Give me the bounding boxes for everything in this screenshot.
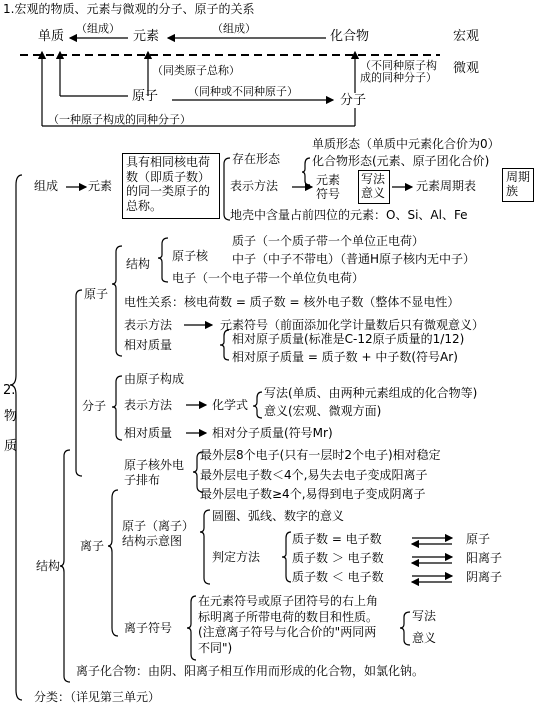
node-fenzi-2: 分子 (82, 399, 107, 413)
text-danzhi-xingtai: 单质形态（单质中元素化合价为0） (312, 137, 500, 151)
text-dianzi: 电子（一个电子带一个单位负电荷） (172, 271, 365, 285)
text-zhongzi: 中子（中子不带电）（普通H原子核内无中子） (232, 252, 476, 266)
node-yuanzi: 原子 (132, 89, 159, 104)
label-yuanzihe: 原子核 (172, 249, 209, 263)
node-yuanzi-2: 原子 (84, 287, 109, 301)
node-huahewu: 化合物 (330, 29, 370, 44)
label-tonglei: （同类原子总称） (152, 64, 240, 77)
char-wu: 物 (4, 409, 18, 424)
text-huahewu-xingtai: 化合物形态(元素、原子团化合价) (312, 154, 490, 168)
node-yuansu-2: 元素 (88, 179, 113, 193)
text-pd3-left: 质子数 ＜ 电子数 (292, 570, 384, 584)
num-2: 2. (3, 383, 16, 398)
text-pd2-right: 阳离子 (466, 551, 503, 565)
text-yiyi-4: 意义 (412, 631, 437, 645)
node-zucheng: 组成 (34, 179, 59, 193)
text-yiyi-3: 意义(宏观、微观方面) (264, 404, 382, 418)
label-xiangdui-3: 相对质量 (124, 426, 173, 440)
text-lizihhw: 离子化合物：由阴、阳离子相互作用而形成的化合物，如氯化钠。 (76, 664, 425, 678)
node-danzhi: 单质 (38, 29, 65, 44)
text-zuiwai-1: 最外层8个电子(只有一层时2个电子)相对稳定 (200, 448, 441, 462)
label-panding: 判定方法 (212, 550, 261, 564)
text-pd3-right: 阴离子 (466, 570, 503, 584)
text-zhizi: 质子（一个质子带一个单位正电荷） (232, 234, 425, 248)
label-jiegou: 结构 (126, 257, 151, 271)
definition-box-yuansu: 具有相同核电荷数（即质子数）的同一类原子的总称。 (122, 153, 220, 219)
text-pd1-left: 质子数 = 电子数 (292, 532, 382, 546)
label-weiguan: 微观 (453, 61, 480, 76)
label-jiegoutu: 原子（离子）结构示意图 (122, 519, 195, 548)
text-yuansu-fuhao: 元素符号 (316, 173, 341, 202)
text-dianxing: 电性关系：核电荷数 = 质子数 = 核外电子数（整体不显电性） (124, 295, 460, 309)
text-xdfz: 相对分子质量(符号Mr) (212, 426, 333, 440)
text-xiefa-4: 写法 (412, 609, 437, 623)
text-yuansufuhao-2: 元素符号（前面添加化学计量数后只有微观意义） (220, 318, 485, 332)
label-jiegou-2: 结构 (36, 559, 61, 573)
node-lizi: 离子 (80, 539, 105, 553)
text-xdzl-2: 相对原子质量 = 质子数 + 中子数(符号Ar) (232, 350, 458, 364)
label-hongguan: 宏观 (453, 29, 480, 44)
label-lizifuhao: 离子符号 (124, 621, 173, 635)
text-xdzl-1: 相对原子质量(标准是C-12原子质量的1/12) (232, 332, 465, 346)
label-biaoshi-3: 表示方法 (124, 398, 173, 412)
text-zuiwai-2: 最外层电子数＜4个,易失去电子变成阳离子 (200, 468, 428, 482)
label-zucheng-2: （组成） (212, 22, 256, 35)
text-pd2-left: 质子数 ＞ 电子数 (292, 551, 384, 565)
text-huaxueshi: 化学式 (212, 398, 249, 412)
label-biaoshi-2: 表示方法 (124, 318, 173, 332)
text-dike: 地壳中含量占前四位的元素：O、Si、Al、Fe (230, 208, 468, 222)
label-tongzhong: （同种或不同种原子） (188, 85, 298, 98)
node-yuansu: 元素 (133, 29, 160, 44)
node-fenzi: 分子 (340, 93, 367, 108)
box-zhouqi-zu: 周期族 (502, 168, 534, 202)
box-xiefa-yiyi: 写法意义 (358, 170, 390, 204)
text-yuanquan: 圆圈、弧线、数字的意义 (212, 509, 345, 523)
text-you-yuanzi: 由原子构成 (124, 372, 185, 386)
label-cunzai: 存在形态 (232, 152, 281, 166)
text-pd1-right: 原子 (466, 532, 491, 546)
text-zuiwai-3: 最外层电子数≥4个,易得到电子变成阴离子 (200, 487, 426, 501)
label-hewai: 原子核外电子排布 (124, 458, 185, 487)
label-butong: （不同种原子构成的同种分子） (360, 59, 437, 85)
label-yizhong: （一种原子构成的同种分子） (48, 113, 191, 126)
char-zhi: 质 (4, 439, 18, 454)
label-biaoshi: 表示方法 (230, 179, 279, 193)
text-zhouqibiao: 元素周期表 (416, 179, 477, 193)
section-title: 1.宏观的物质、元素与微观的分子、原子的关系 (3, 2, 255, 16)
text-xiefa-3: 写法(单质、由两种元素组成的化合物等) (264, 386, 478, 400)
text-fenlei: 分类：（详见第三单元） (34, 690, 161, 704)
label-xiangdui: 相对质量 (124, 338, 173, 352)
text-lzfh-def: 在元素符号或原子团符号的右上角标明离子所带电荷的数目和性质。(注意离子符号与化合价的"两同两不同") (198, 594, 379, 655)
label-zucheng-1: （组成） (76, 22, 120, 35)
